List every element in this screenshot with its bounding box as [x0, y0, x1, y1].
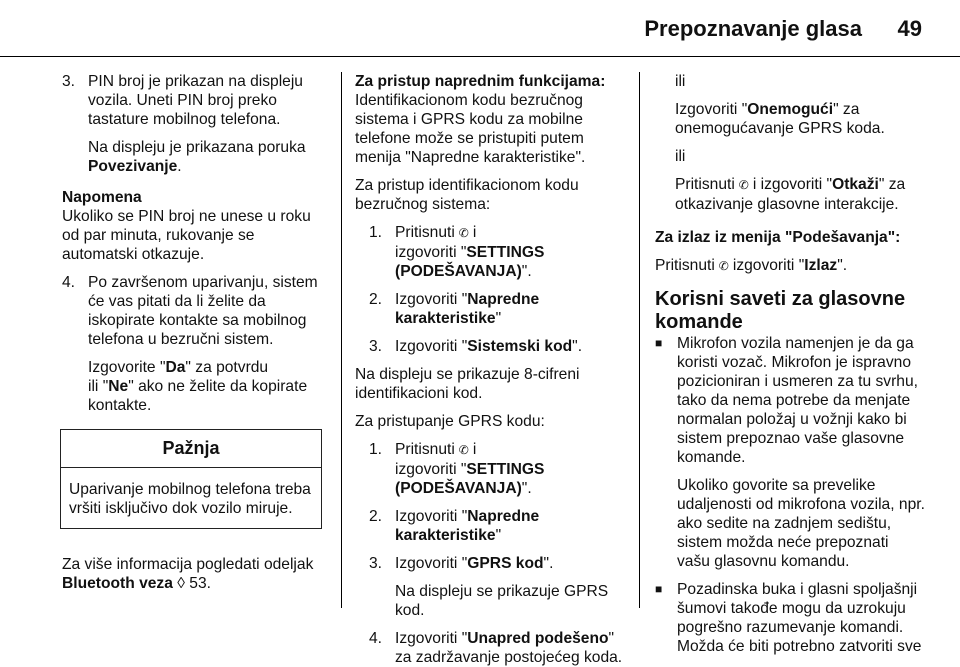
- caution-box: [60, 429, 322, 529]
- disable-instruction: [655, 100, 925, 138]
- phone-icon: ✆: [458, 443, 469, 457]
- text: Za više informacija pogledati odeljak: [62, 556, 314, 573]
- column-divider-1: [341, 72, 342, 608]
- step-number: 3.: [369, 555, 383, 572]
- text: ": [495, 310, 502, 327]
- paragraph: Za pristup identifikacionom kodu bezručnog sistema:: [355, 177, 579, 213]
- voice-command: Izlaz: [804, 257, 838, 274]
- text: Izgovoriti ": [675, 101, 748, 118]
- step-number: 3.: [369, 338, 383, 355]
- step-4-sub: [62, 358, 328, 415]
- exit-instruction: [655, 256, 925, 276]
- page-number: 49: [897, 16, 922, 41]
- caution-text: Uparivanje mobilnog telefona treba vršiti isključivo dok vozilo miruje.: [69, 481, 311, 517]
- voice-command: Sistemski kod: [467, 338, 573, 355]
- step-text: [395, 223, 623, 281]
- step-number: 4.: [62, 274, 76, 291]
- text: ili ": [88, 378, 109, 395]
- tip-text: [677, 334, 925, 571]
- tip-2: [655, 580, 925, 656]
- text: i: [472, 224, 477, 241]
- note-text: Ukoliko se PIN broj ne unese u roku od par minuta, rukovanje se automatski otkazuje.: [62, 208, 311, 263]
- text: Izgovoriti ": [395, 338, 468, 355]
- voice-command: SETTINGS (PODEŠAVANJA): [395, 461, 545, 497]
- voice-command: Ne: [108, 378, 129, 395]
- text: " za zadržavanje postojećeg koda.: [395, 630, 623, 666]
- text: ".: [521, 263, 532, 280]
- cross-reference-link[interactable]: Bluetooth veza: [62, 575, 173, 592]
- text: " ako ne želite da kopirate kontakte.: [88, 378, 308, 414]
- step-number: 3.: [62, 73, 76, 90]
- gprs-step-1: [355, 440, 623, 498]
- step-text: [395, 337, 623, 356]
- text: Mikrofon vozila namenjen je da ga koristi vozač. Mikrofon je ispravno pozicioniran i usmeren za tu svrhu, tako da nema potrebe da menjate normalan položaj u vožnji kako bi sistem prepoznao vaše glasovne komande.: [677, 335, 918, 466]
- cancel-instruction: [655, 175, 925, 214]
- text: Izgovoriti ": [395, 508, 468, 525]
- step-number: 1.: [369, 441, 383, 458]
- text: Izgovorite ": [88, 359, 166, 376]
- caution-title: Pažnja: [61, 430, 321, 468]
- more-info: [62, 555, 328, 593]
- phone-icon: ✆: [718, 259, 729, 273]
- text: ": [495, 527, 502, 544]
- step-number: 1.: [369, 224, 383, 241]
- text: ".: [572, 338, 583, 355]
- step-number: 4.: [369, 630, 383, 647]
- tip-text: Pozadinska buka i glasni spoljašnji šumovi takođe mogu da uzrokuju pogrešno razumevanje komandi. Možda će biti potrebno zatvoriti sve: [677, 581, 922, 655]
- step-text: PIN broj je prikazan na displeju vozila. Uneti PIN broj preko tastature mobilnog telefona.: [88, 73, 303, 128]
- or-text: ili: [675, 148, 686, 165]
- tip-sub-text: Ukoliko govorite sa prevelike udaljenosti od mikrofona vozila, npr. ako sedite na zadnjem sedištu, sistem možda neće prepoznati vašu glasovnu komandu.: [677, 477, 925, 570]
- voice-command: Unapred podešeno: [467, 630, 609, 647]
- voice-command: Napredne karakteristike: [395, 291, 540, 327]
- text: Pritisnuti: [395, 441, 455, 458]
- step-text: [395, 554, 623, 620]
- text: " za onemogućavanje GPRS koda.: [675, 101, 885, 137]
- text: i izgovoriti ": [752, 176, 833, 193]
- text: izgovoriti ": [395, 461, 467, 478]
- gprs-step-4: [355, 629, 623, 667]
- voice-command: GPRS kod: [467, 555, 544, 572]
- text: " za potvrdu: [185, 359, 269, 376]
- text: Izgovoriti ": [395, 291, 468, 308]
- voice-command: Onemogući: [747, 101, 834, 118]
- step-3-sub: [62, 138, 328, 176]
- step-number: 2.: [369, 291, 383, 308]
- text: Na displeju je prikazana poruka: [88, 139, 306, 156]
- text: Pritisnuti: [395, 224, 455, 241]
- text: ".: [837, 257, 848, 274]
- bullet-square-icon: ■: [655, 582, 663, 596]
- text: " za otkazivanje glasovne interakcije.: [675, 176, 906, 213]
- column-divider-2: [639, 72, 640, 608]
- gprs-step-2: [355, 507, 623, 545]
- gprs-step-3: [355, 554, 623, 620]
- text: ".: [521, 480, 532, 497]
- id-step-1: [355, 223, 623, 281]
- step-text: [395, 290, 623, 328]
- paragraph: Za pristupanje GPRS kodu:: [355, 413, 545, 430]
- column-2: [355, 72, 623, 667]
- tip-1: [655, 334, 925, 571]
- paragraph: Na displeju se prikazuje 8-cifreni identifikacioni kod.: [355, 366, 580, 402]
- id-step-2: [355, 290, 623, 328]
- voice-command: Da: [165, 359, 186, 376]
- text: Izgovoriti ": [395, 630, 468, 647]
- step-3: [62, 72, 328, 129]
- column-3: [655, 72, 925, 656]
- section-subheading: Za pristup naprednim funkcijama:: [355, 73, 606, 90]
- text: izgovoriti ": [395, 244, 467, 261]
- phone-icon: ✆: [458, 226, 469, 240]
- step-number: 2.: [369, 508, 383, 525]
- step-sub-text: Na displeju se prikazuje GPRS kod.: [395, 583, 609, 619]
- text: ".: [543, 555, 554, 572]
- step-text: [395, 629, 623, 667]
- section-subheading: Za izlaz iz menija "Podešavanja":: [655, 229, 901, 246]
- voice-command: Napredne karakteristike: [395, 508, 540, 544]
- column-1: [62, 72, 328, 593]
- text: .: [177, 158, 182, 175]
- step-text: Po završenom uparivanju, sistem će vas pitati da li želite da iskopirate kontakte sa mobilnog telefona u bezručni sistem.: [88, 274, 318, 348]
- bullet-square-icon: ■: [655, 336, 663, 350]
- note-title: Napomena: [62, 189, 142, 206]
- voice-command: Otkaži: [832, 176, 879, 193]
- page-header-title: Prepoznavanje glasa: [644, 16, 862, 41]
- paragraph: Identifikacionom kodu bezručnog sistema i GPRS kodu za mobilne telefone može se pristupiti putem menija "Napredne karakteristike".: [355, 92, 586, 166]
- text: Izgovoriti ": [395, 555, 468, 572]
- step-text: [395, 507, 623, 545]
- step-4: [62, 273, 328, 349]
- text: Pritisnuti: [655, 257, 715, 274]
- id-step-3: [355, 337, 623, 356]
- or-text: ili: [675, 73, 686, 90]
- step-text: [395, 440, 623, 498]
- phone-icon: ✆: [738, 178, 749, 192]
- ui-message: Povezivanje: [88, 158, 178, 175]
- text: Pritisnuti: [675, 176, 735, 193]
- voice-command: SETTINGS (PODEŠAVANJA): [395, 244, 545, 280]
- text: i: [472, 441, 477, 458]
- section-title: Korisni saveti za glasovne komande: [655, 288, 906, 333]
- page-ref-arrow-icon: ◊: [177, 575, 185, 592]
- page-ref-number[interactable]: 53.: [184, 575, 211, 592]
- header-rule: [0, 56, 960, 57]
- text: izgovoriti ": [732, 257, 805, 274]
